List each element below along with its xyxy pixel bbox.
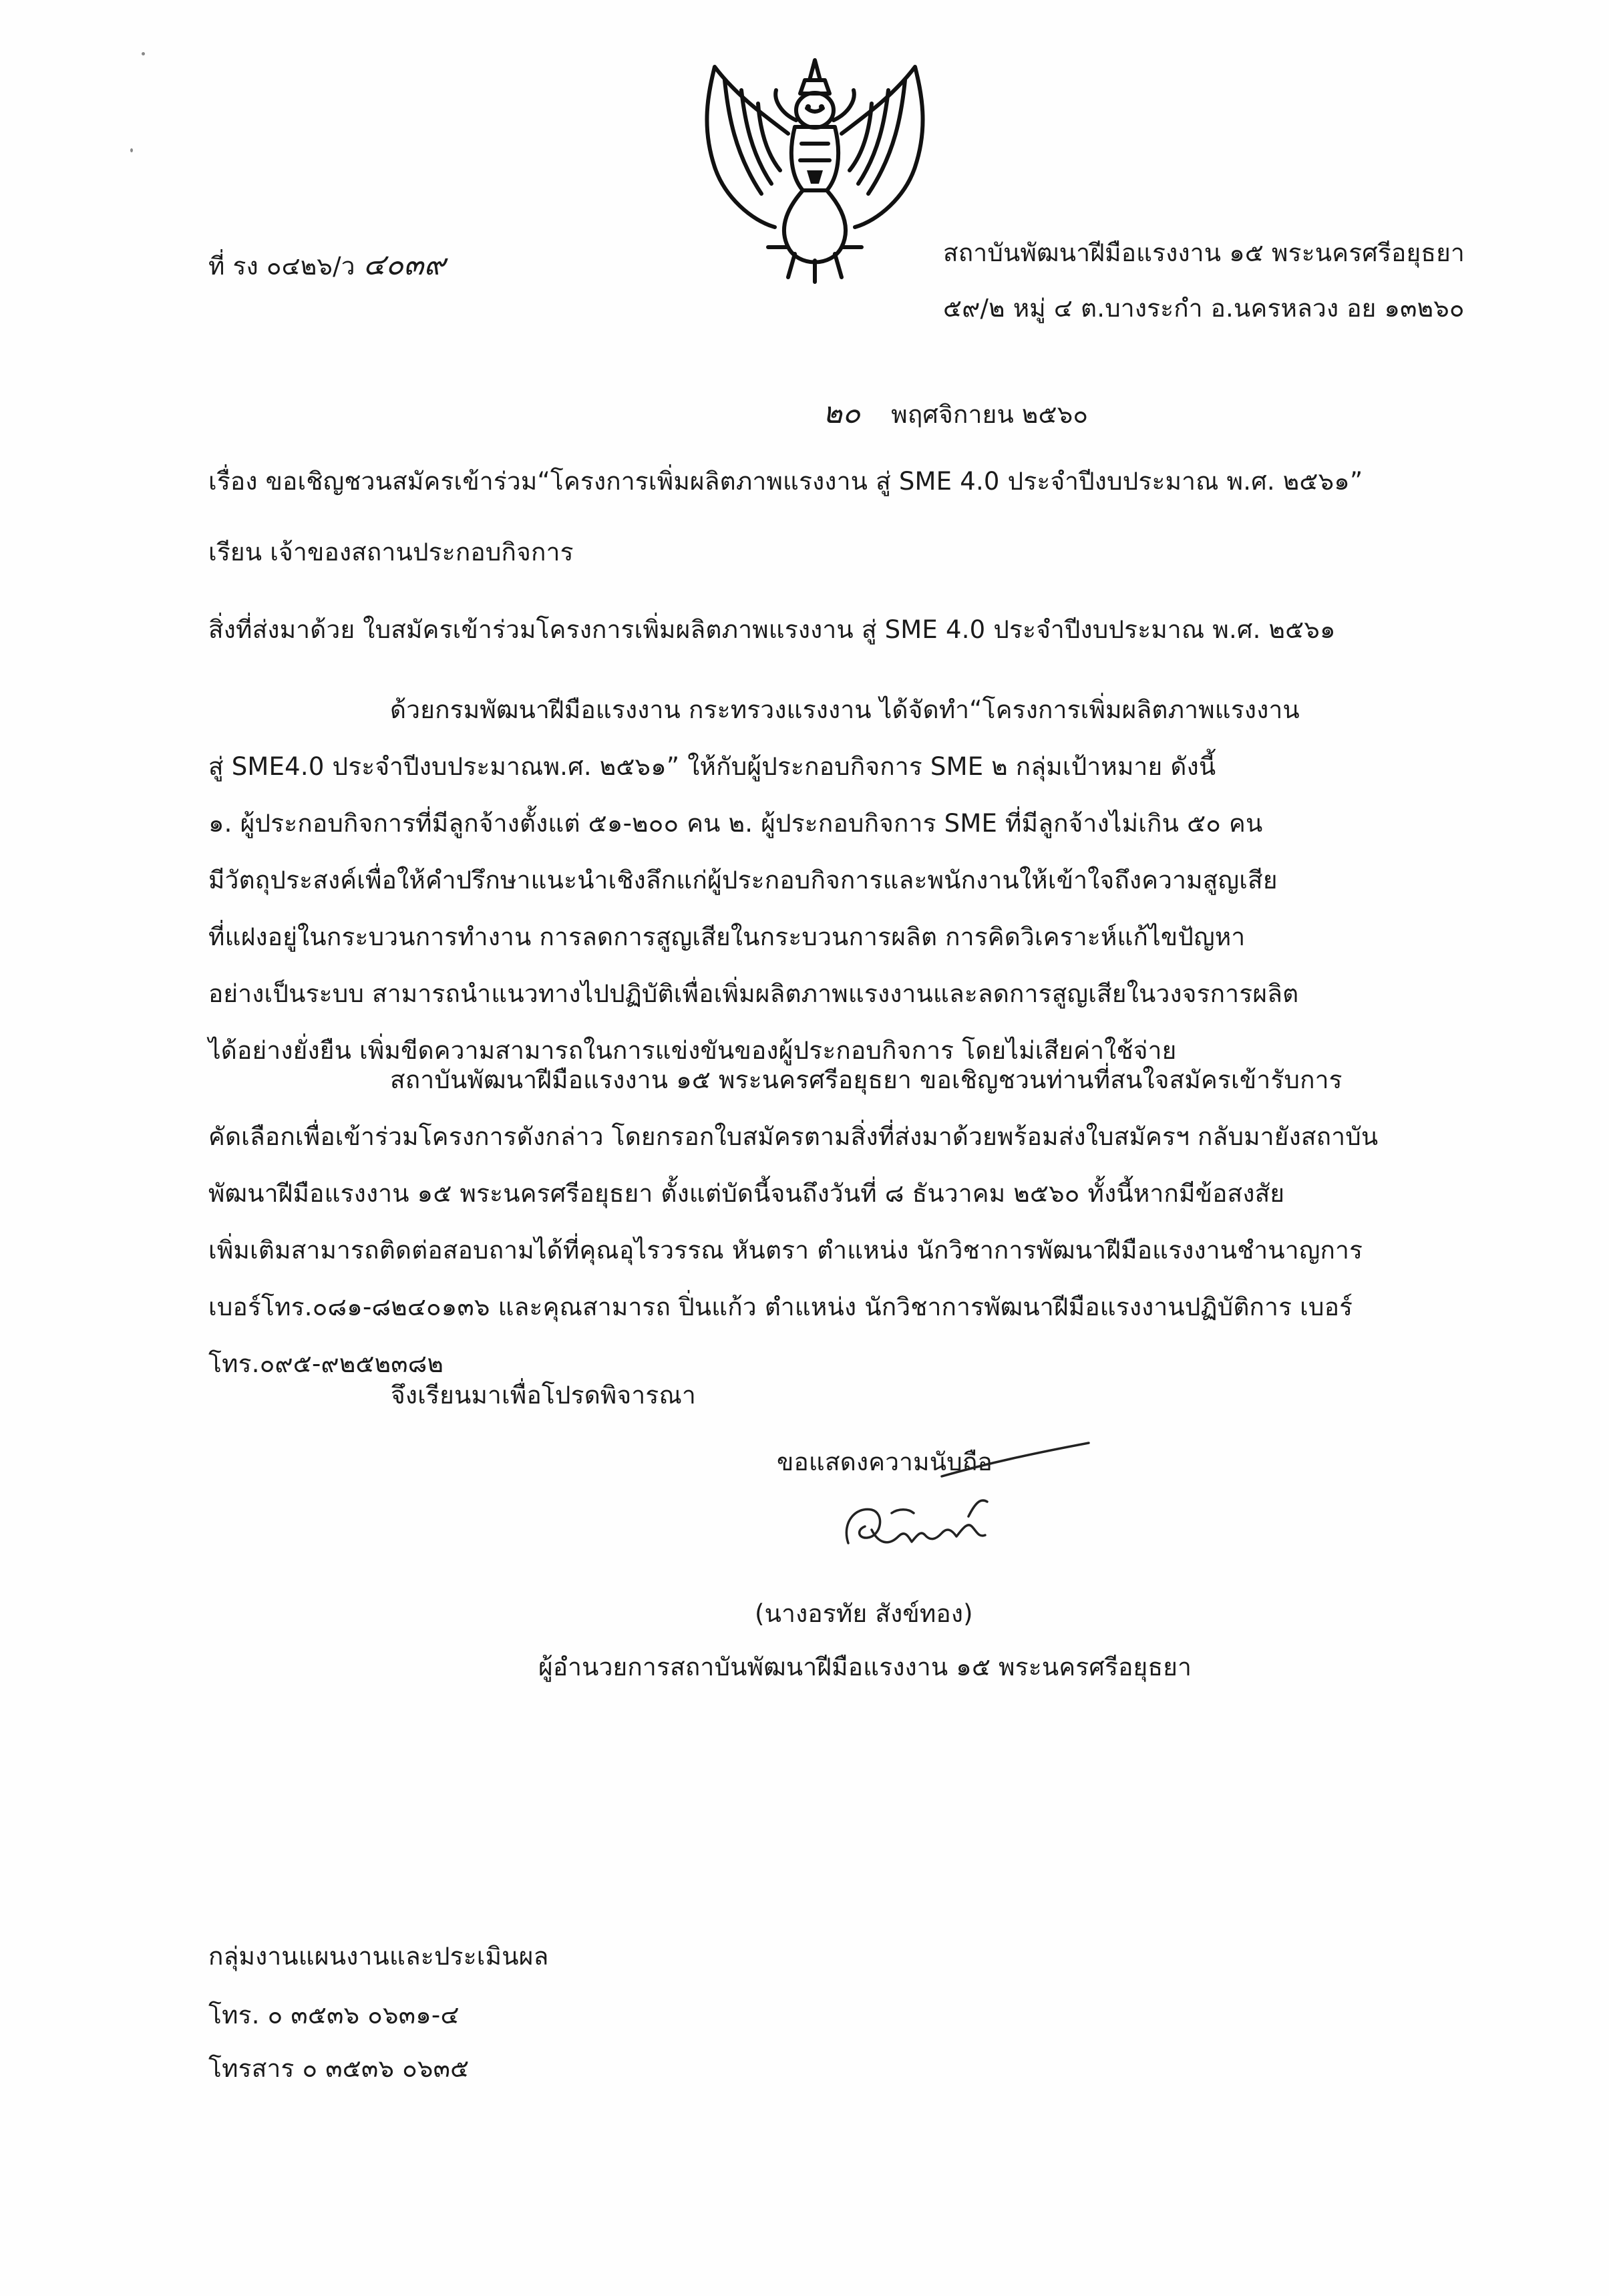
organization-name: สถาบันพัฒนาฝีมือแรงงาน ๑๕ พระนครศรีอยุธยา (943, 238, 1465, 267)
date-day-handwritten: ๒๐ (823, 396, 861, 430)
paragraph-line: โทร.๐๙๕-๙๒๕๒๓๘๒ (208, 1349, 444, 1378)
paragraph-line: มีวัตถุประสงค์เพื่อให้คำปรึกษาแนะนำเชิงลึกแก่ผู้ประกอบกิจการและพนักงานให้เข้าใจถึงความสูญเสีย (208, 866, 1278, 894)
regards-line: ขอแสดงความนับถือ (777, 1448, 993, 1476)
garuda-emblem-icon (688, 53, 942, 287)
paragraph-line: อย่างเป็นระบบ สามารถนำแนวทางไปปฏิบัติเพื่อเพิ่มผลิตภาพแรงงานและลดการสูญเสียในวงจรการผลิต (208, 979, 1299, 1008)
reference-number-handwritten: ๔๐๓๙ (363, 248, 445, 282)
letter-recipient: เรียน เจ้าของสถานประกอบกิจการ (208, 538, 574, 566)
paragraph-line: สถาบันพัฒนาฝีมือแรงงาน ๑๕ พระนครศรีอยุธยา ขอเชิญชวนท่านที่สนใจสมัครเข้ารับการ (390, 1065, 1343, 1094)
paragraph-line: สู่ SME4.0 ประจำปีงบประมาณพ.ศ. ๒๕๖๑” ให้กับผู้ประกอบกิจการ SME ๒ กลุ่มเป้าหมาย ดังนี้ (208, 752, 1216, 781)
closing-line: จึงเรียนมาเพื่อโปรดพิจารณา (391, 1381, 696, 1410)
letter-date (823, 396, 1089, 430)
paragraph-line: ด้วยกรมพัฒนาฝีมือแรงงาน กระทรวงแรงงาน ได้จัดทำ“โครงการเพิ่มผลิตภาพแรงงาน (390, 695, 1300, 724)
signature (835, 1436, 1102, 1583)
reference-label: ที่ รง ๐๔๒๖/ว (208, 252, 355, 281)
paragraph-line: เพิ่มเติมสามารถติดต่อสอบถามได้ที่คุณอุไรวรรณ หันตรา ตำแหน่ง นักวิชาการพัฒนาฝีมือแรงงานชำนาญการ (208, 1236, 1363, 1265)
document-reference (208, 248, 445, 282)
paragraph-line: ที่แฝงอยู่ในกระบวนการทำงาน การลดการสูญเสียในกระบวนการผลิต การคิดวิเคราะห์แก้ไขปัญหา (208, 923, 1246, 951)
organization-address: ๕๙/๒ หมู่ ๔ ต.บางระกำ อ.นครหลวง อย ๑๓๒๖๐ (943, 294, 1465, 323)
footer-department: กลุ่มงานแผนงานและประเมินผล (208, 1942, 549, 1971)
paragraph-line: พัฒนาฝีมือแรงงาน ๑๕ พระนครศรีอยุธยา ตั้งแต่บัดนี้จนถึงวันที่ ๘ ธันวาคม ๒๕๖๐ ทั้งนี้หากมีข้อสงสัย (208, 1179, 1285, 1208)
letter-subject: เรื่อง ขอเชิญชวนสมัครเข้าร่วม“โครงการเพิ่มผลิตภาพแรงงาน สู่ SME 4.0 ประจำปีงบประมาณ พ.ศ. ๒๕๖๑” (208, 467, 1363, 496)
scan-speck (130, 148, 133, 152)
body-paragraph-2 (208, 1051, 1473, 1392)
signer-name: (นางอรทัย สังข์ทอง) (755, 1599, 973, 1628)
paragraph-line: คัดเลือกเพื่อเข้าร่วมโครงการดังกล่าว โดยกรอกใบสมัครตามสิ่งที่ส่งมาด้วยพร้อมส่งใบสมัครฯ กลับมายังสถาบัน (208, 1122, 1379, 1151)
footer-phone: โทร. ๐ ๓๕๓๖ ๐๖๓๑-๔ (208, 2001, 460, 2029)
date-month-year: พฤศจิกายน ๒๕๖๐ (891, 400, 1089, 429)
scan-speck (142, 52, 145, 55)
footer-fax: โทรสาร ๐ ๓๕๓๖ ๐๖๓๕ (208, 2054, 470, 2083)
paragraph-line: ได้อย่างยั่งยืน เพิ่มขีดความสามารถในการแข่งขันของผู้ประกอบกิจการ โดยไม่เสียค่าใช้จ่าย (208, 1036, 1177, 1065)
signer-title: ผู้อำนวยการสถาบันพัฒนาฝีมือแรงงาน ๑๕ พระนครศรีอยุธยา (538, 1653, 1192, 1681)
paragraph-line: ๑. ผู้ประกอบกิจการที่มีลูกจ้างตั้งแต่ ๕๑-๒๐๐ คน ๒. ผู้ประกอบกิจการ SME ที่มีลูกจ้างไม่เกิน ๕๐ คน (208, 809, 1263, 838)
letter-enclosure: สิ่งที่ส่งมาด้วย ใบสมัครเข้าร่วมโครงการเพิ่มผลิตภาพแรงงาน สู่ SME 4.0 ประจำปีงบประมาณ พ.ศ. ๒๕๖๑ (208, 615, 1336, 644)
paragraph-line: เบอร์โทร.๐๘๑-๘๒๔๐๑๓๖ และคุณสามารถ ปิ่นแก้ว ตำแหน่ง นักวิชาการพัฒนาฝีมือแรงงานปฏิบัติการ เบอร์ (208, 1293, 1353, 1321)
body-paragraph-1 (208, 681, 1473, 1079)
